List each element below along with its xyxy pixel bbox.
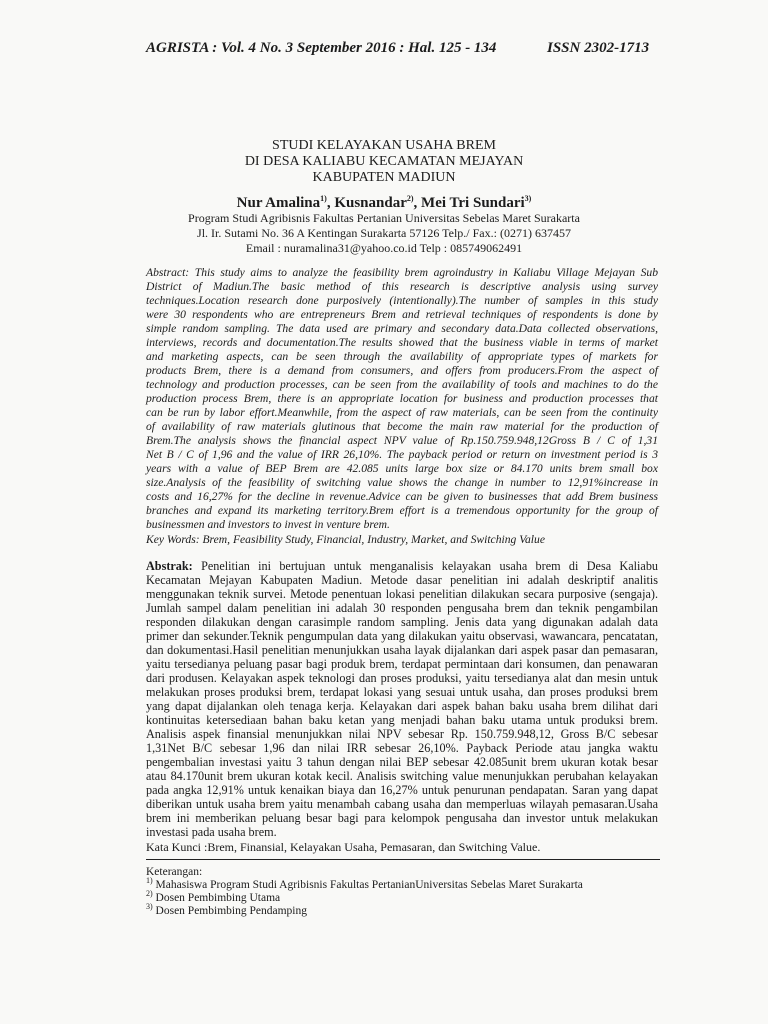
title-line-1: STUDI KELAYAKAN USAHA BREM	[272, 138, 496, 153]
abstract-line: years with a value of BEP Brem are 42.085 units large box size or 84.170 units brem small box	[146, 462, 658, 475]
author-3-mark: 3)	[524, 194, 532, 203]
abstrak-line: Analisis aspek finansial menunjukkan nilai NPV sebesar Rp. 150.759.948,12, Gross B/C sebesar	[146, 727, 658, 741]
abstrak-line	[146, 559, 658, 573]
abstrak-line: 1,31Net B/C sebesar 1,96 dan nilai IRR sebesar 26,10%. Payback Periode atau jangka waktu	[146, 741, 658, 755]
abstrak-line: atau 84.170unit brem ukuran kotak kecil. Analisis switching value menunjukkan perubahan kelayakan	[146, 769, 658, 783]
abstrak-line: pengembalian investasi yaitu 3 tahun dengan nilai BEP sebesar 42.085unit brem ukuran kotak besar	[146, 755, 658, 769]
abstract-line: and marketing aspects, can be seen through the availability of appropriate types of markets for	[146, 350, 658, 363]
abstrak-line: investasi pada usaha brem.	[146, 825, 277, 839]
affiliation-line-2: Jl. Ir. Sutami No. 36 A Kentingan Surakarta 57126 Telp./ Fax.: (0271) 637457	[197, 226, 571, 240]
abstrak-line: Jumlah sampel dalam penelitian ini adalah 30 responden pengusaha brem dan teknik pengambilan	[146, 601, 658, 615]
abstrak-line: brem ini memberikan peluang besar bagi para kelompok pengusaha dan investor untuk melakukan	[146, 811, 658, 825]
abstract-line: branches and expand its marketing territory.Brem effort is a tremendous opportunity for the group of	[146, 504, 658, 517]
author-separator: ,	[326, 195, 335, 211]
abstract-line: products Brem, there is a demand from consumers, and offers from producers.From the aspect of	[146, 364, 658, 377]
footnote-heading: Keterangan:	[146, 866, 203, 878]
abstract-line: Abstract: This study aims to analyze the feasibility brem agroindustry in Kaliabu Village Mejayan Sub	[146, 266, 658, 279]
abstrak-line: Kecamatan Mejayan Kabupaten Madiun. Metode dasar penelitian ini adalah deskriptif analitis	[146, 573, 658, 587]
abstract-line: were 30 respondents who are entrepreneurs Brem and retrieval techniques of respondents is done by	[146, 308, 658, 321]
abstrak-line: dari produsen. Kelayakan aspek teknologi dan proses produksi, yaitu tersedianya alat dan mesin untuk	[146, 671, 658, 685]
footnote-item	[146, 876, 583, 892]
issn-header: ISSN 2302-1713	[547, 40, 650, 56]
footnote-text: Dosen Pembimbing Utama	[155, 892, 281, 904]
footnote-text: Dosen Pembimbing Pendamping	[155, 905, 307, 917]
abstract-line: techniques.Location research done purposively (intentionally).The number of samples in this study	[146, 294, 658, 307]
abstract-line: Brem.The analysis shows the financial aspect NPV value of Rp.150.759.948,12Gross B / C of 1,31	[146, 434, 658, 447]
abstrak-line: primer dan sekunder.Teknik pengumpulan data yang dilakukan yaitu observasi, wawancara, pencatatan,	[146, 629, 658, 643]
footnote-item	[146, 889, 281, 905]
footnote-mark: 3)	[146, 902, 153, 912]
abstrak-line: melakukan proses produksi brem, terdapat lokasi yang sesuai untuk usaha, dan proses produksi brem	[146, 685, 658, 699]
title-line-2: DI DESA KALIABU KECAMATAN MEJAYAN	[244, 154, 524, 169]
footnote-mark: 2)	[146, 889, 153, 899]
title-line-3: KABUPATEN MADIUN	[312, 170, 456, 185]
abstract-line: can be run by labor effort.Meanwhile, from the aspect of raw materials, can be seen from the continuity	[146, 406, 658, 419]
abstrak-line: dan dokumentasi.Hasil penelitian menunjukkan usaha layak dijalankan dari aspek pasar dan pemasaran,	[146, 643, 658, 657]
author-separator: ,	[413, 195, 422, 211]
keywords-english: Key Words: Brem, Feasibility Study, Financial, Industry, Market, and Switching Value	[146, 533, 545, 546]
author-2-mark: 2)	[406, 194, 414, 203]
abstract-line: technology and production processes, can be seen from the availability of tools and machines to do the	[146, 378, 658, 391]
abstrak-label: Abstrak:	[146, 559, 193, 573]
abstract-line: costs and 16,27% for the decline in revenue.Advice can be given to businesses that add Brem business	[146, 490, 658, 503]
abstract-line: Net B / C of 1,96 and the value of IRR 26,10%. The payback period or return on investment period is 3	[146, 448, 658, 461]
abstrak-line: yaitu tersedianya peluang pasar bagi produk brem, terdapat permintaan dari konsumen, dan penawaran	[146, 657, 658, 671]
kata-kunci: Kata Kunci :Brem, Finansial, Kelayakan Usaha, Pemasaran, dan Switching Value.	[146, 840, 541, 854]
affiliation-line-3: Email : nuramalina31@yahoo.co.id Telp : 085749062491	[245, 241, 523, 255]
footnote-divider	[146, 859, 660, 860]
abstract-line: of availability of raw materials glutinous that become the main raw material for the production of	[146, 420, 658, 433]
abstrak-line: kontinuitas ketersediaan bahan baku ketan yang menjadi bahan baku utama untuk produksi brem.	[146, 713, 658, 727]
footnote-mark: 1)	[146, 876, 153, 886]
abstract-line: production process Brem, there is an appropriate location for business and production processes that	[146, 392, 658, 405]
author-list	[0, 195, 768, 212]
abstrak-line: menggunakan teknik survei. Metode penentuan lokasi penelitian dilakukan secara purposive (sengaja).	[146, 587, 658, 601]
footnote-text: Mahasiswa Program Studi Agribisnis Fakultas PertanianUniversitas Sebelas Maret Surakarta	[155, 879, 583, 891]
abstrak-line: pada angka 12,91% untuk kenaikan biaya dan 16,27% untuk penurunan pendapatan. Saran yang dapat	[146, 783, 658, 797]
abstract-line: size.Analysis of the feasibility of switching value shows the change in number to 12,91%increase in	[146, 476, 658, 489]
abstrak-first-line: Penelitian ini bertujuan untuk menganalisis kelayakan usaha brem di Desa Kaliabu	[201, 559, 659, 573]
abstract-line: interviews, records and documentation.The results showed that the business viable in terms of market	[146, 336, 658, 349]
abstrak-line: responden dilakukan dengan carasimple random sampling. Jenis data yang digunakan adalah data	[146, 615, 658, 629]
abstract-line: District of Madiun.The basic method of this research is descriptive analysis using survey	[146, 280, 658, 293]
author-1: Nur Amalina	[236, 195, 321, 211]
footnote-item	[146, 902, 307, 918]
author-3: Mei Tri Sundari	[421, 195, 525, 211]
abstract-line: businessmen and investors to invest in venture brem.	[146, 518, 390, 531]
abstrak-line: yang dapat dijalankan oleh tenaga kerja. Kelayakan dari aspek bahan baku usaha brem dilihat dari	[146, 699, 658, 713]
abstract-line: simple random sampling. The data used are primary and secondary data.Data collected observations,	[146, 322, 658, 335]
abstrak-line: diberikan untuk usaha brem yaitu menambah cabang usaha dan memperluas wilayah pemasaran.Usaha	[146, 797, 658, 811]
journal-header: AGRISTA : Vol. 4 No. 3 September 2016 : Hal. 125 - 134	[146, 40, 497, 56]
author-2: Kusnandar	[334, 195, 407, 211]
affiliation-line-1: Program Studi Agribisnis Fakultas Pertanian Universitas Sebelas Maret Surakarta	[188, 211, 580, 225]
author-1-mark: 1)	[320, 194, 327, 203]
